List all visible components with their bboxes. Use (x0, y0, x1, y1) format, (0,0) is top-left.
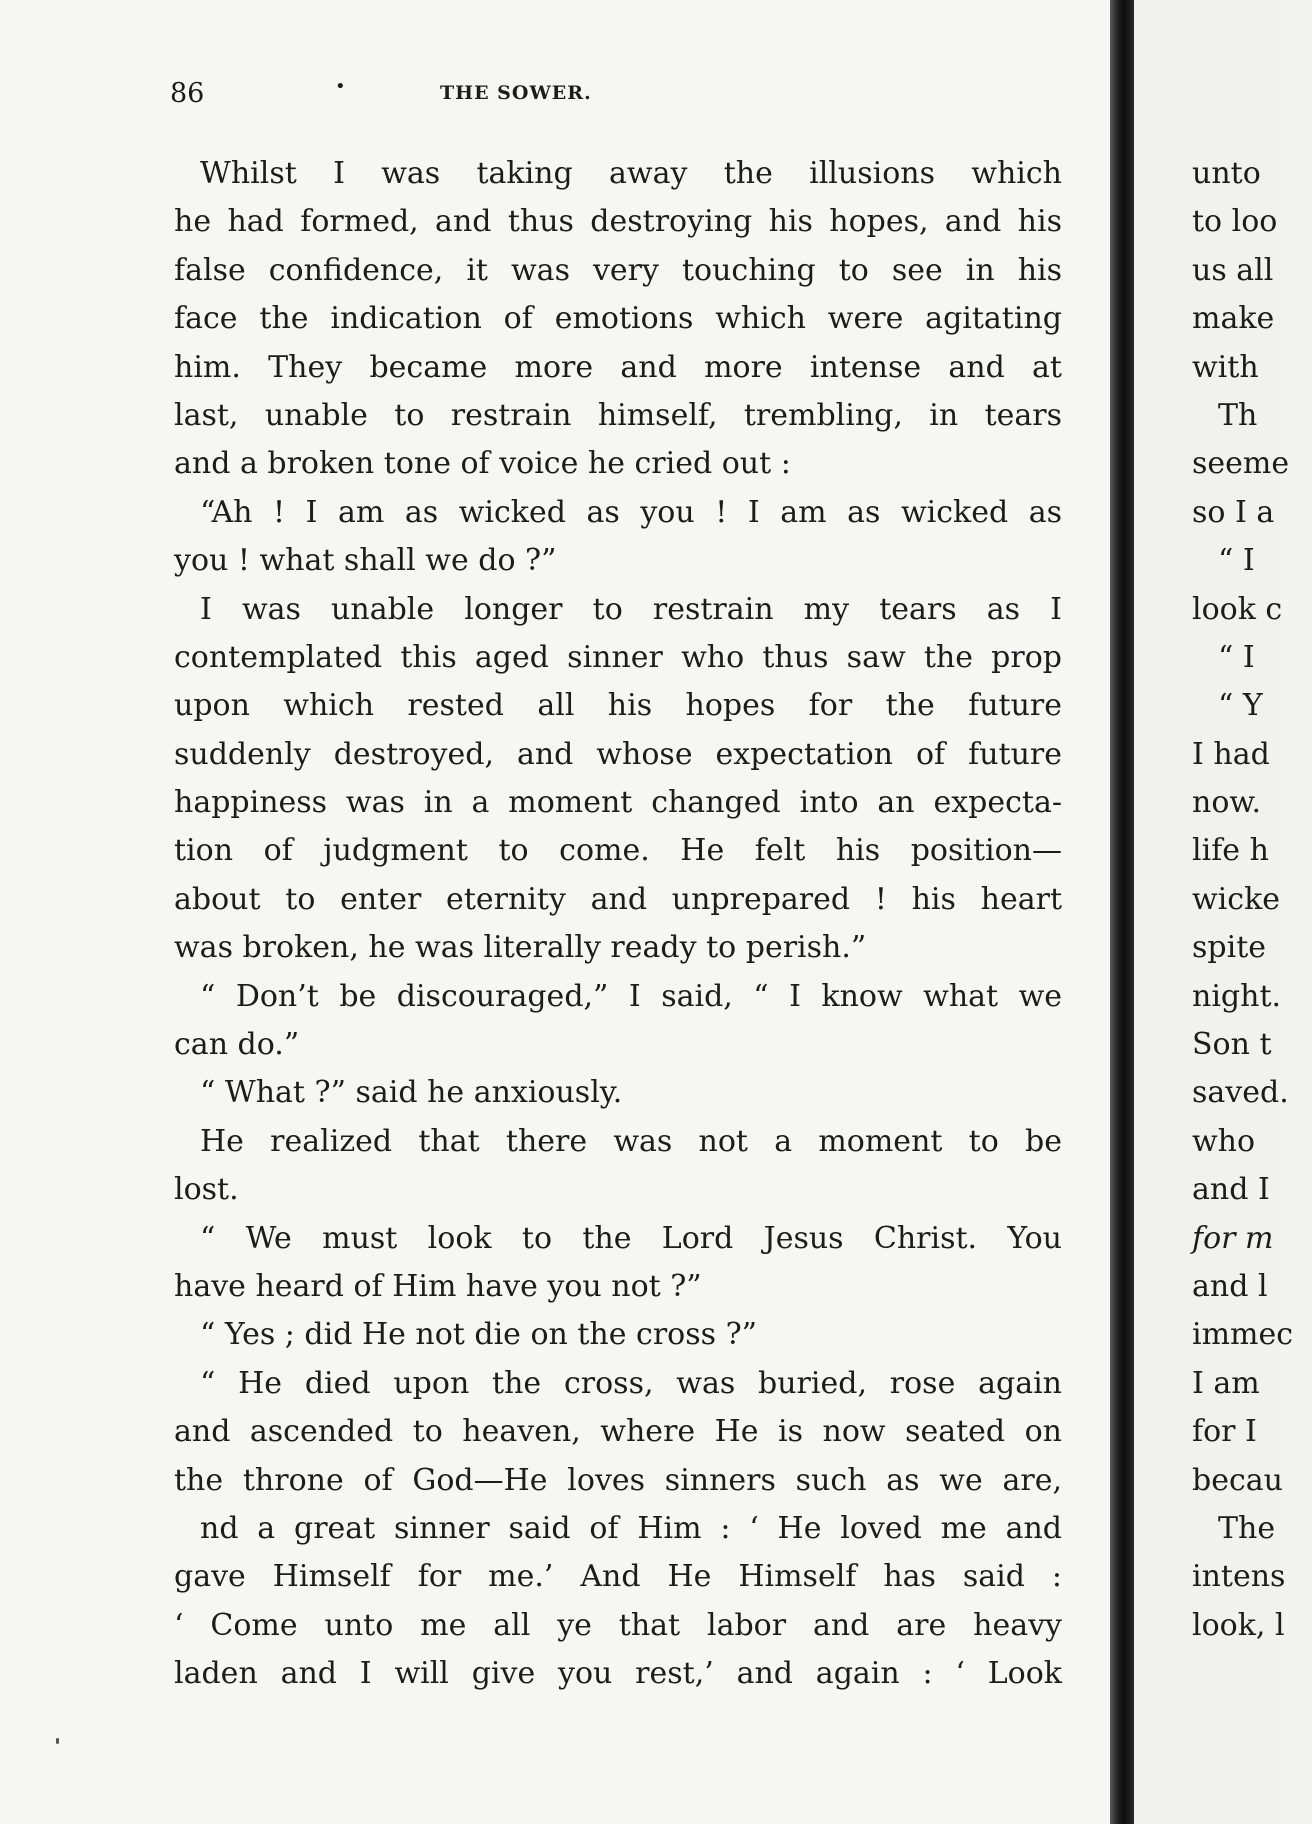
text-line: “ Yes ; did He not die on the cross ?” (200, 1317, 757, 1353)
text-line: tion of judgment to come. He felt his position— (174, 833, 1062, 869)
text-line: “ What ?” said he anxiously. (200, 1075, 623, 1111)
text-line: him. They became more and more intense and at (174, 349, 1062, 385)
facing-page-line: and I (1192, 1172, 1270, 1208)
facing-page-line: spite (1192, 930, 1267, 966)
text-line: face the indication of emotions which were agitating (174, 301, 1062, 337)
paper-speck (56, 1738, 59, 1744)
facing-page-line: “ I (1218, 543, 1255, 579)
text-line: laden and I will give you rest,’ and again : ‘ Look (174, 1656, 1062, 1692)
text-line: “ We must look to the Lord Jesus Christ. You (200, 1220, 1062, 1256)
text-line: the throne of God—He loves sinners such as we are, (174, 1462, 1062, 1498)
text-line: have heard of Him have you not ?” (174, 1268, 702, 1304)
running-title: THE SOWER. (440, 82, 592, 104)
text-line: I was unable longer to restrain my tears as I (200, 591, 1062, 627)
facing-page-line: for I (1192, 1414, 1257, 1450)
text-line: can do.” (174, 1027, 300, 1063)
facing-page-line: look, l (1192, 1607, 1285, 1643)
header-ornament: • (335, 76, 346, 97)
facing-page-line: with (1192, 349, 1259, 385)
book-gutter (1110, 0, 1134, 1824)
text-line: “ He died upon the cross, was buried, rose again (200, 1365, 1062, 1401)
text-line: upon which rested all his hopes for the future (174, 688, 1062, 724)
facing-page-line: to loo (1192, 204, 1278, 240)
facing-page-line: unto (1192, 156, 1261, 191)
text-line: happiness was in a moment changed into an expecta- (174, 785, 1062, 821)
facing-page-line: Th (1218, 397, 1258, 433)
text-line: lost. (174, 1172, 239, 1208)
facing-page-line: us all (1192, 252, 1274, 288)
text-line: contemplated this aged sinner who thus saw the prop (174, 639, 1062, 675)
facing-page-line: seeme (1192, 446, 1290, 482)
text-line: you ! what shall we do ?” (174, 543, 557, 579)
facing-page-line: wicke (1192, 881, 1281, 917)
text-line: “Ah ! I am as wicked as you ! I am as wicked as (200, 494, 1062, 530)
facing-page-line: life h (1192, 833, 1269, 869)
text-line: was broken, he was literally ready to perish.” (174, 930, 867, 966)
facing-page-line: “ I (1218, 639, 1255, 675)
facing-page-line: so I a (1192, 494, 1275, 530)
facing-page-line: for m (1192, 1220, 1274, 1256)
facing-page-line: immec (1192, 1317, 1294, 1353)
text-line: gave Himself for me.’ And He Himself has said : (174, 1559, 1062, 1595)
facing-page-line: “ Y (1218, 688, 1263, 724)
facing-page-line: who (1192, 1123, 1256, 1159)
text-line: last, unable to restrain himself, trembling, in tears (174, 397, 1062, 433)
text-line: ‘ Come unto me all ye that labor and are heavy (174, 1607, 1062, 1643)
text-line: nd a great sinner said of Him : ‘ He loved me and (200, 1510, 1062, 1546)
page-number: 86 (170, 78, 205, 109)
text-line: suddenly destroyed, and whose expectation of future (174, 736, 1062, 772)
facing-page-line: The (1218, 1510, 1276, 1546)
text-line: about to enter eternity and unprepared ! his heart (174, 881, 1062, 917)
text-line: he had formed, and thus destroying his hopes, and his (174, 204, 1062, 240)
page-header (170, 78, 730, 118)
facing-page-line: and l (1192, 1268, 1268, 1304)
left-page-text (174, 150, 1062, 1699)
facing-page-line: night. (1192, 978, 1282, 1014)
facing-page-line: I am (1192, 1365, 1260, 1401)
text-line: and ascended to heaven, where He is now seated on (174, 1414, 1062, 1450)
text-line: false confidence, it was very touching to see in his (174, 252, 1062, 288)
facing-page-line: I had (1192, 736, 1270, 772)
facing-page-line: intens (1192, 1559, 1286, 1595)
facing-page-line: becau (1192, 1462, 1283, 1498)
facing-page-line: now. (1192, 785, 1262, 821)
text-line: and a broken tone of voice he cried out : (174, 446, 791, 482)
text-line: He realized that there was not a moment to be (200, 1123, 1062, 1159)
facing-page-line: make (1192, 301, 1275, 337)
text-line: Whilst I was taking away the illusions which (200, 156, 1062, 191)
facing-page-line: Son t (1192, 1027, 1272, 1063)
facing-page-line: saved. (1192, 1075, 1289, 1111)
text-line: “ Don’t be discouraged,” I said, “ I know what we (200, 978, 1062, 1014)
facing-page-line: look c (1192, 591, 1283, 627)
right-page-text (1192, 150, 1312, 1650)
